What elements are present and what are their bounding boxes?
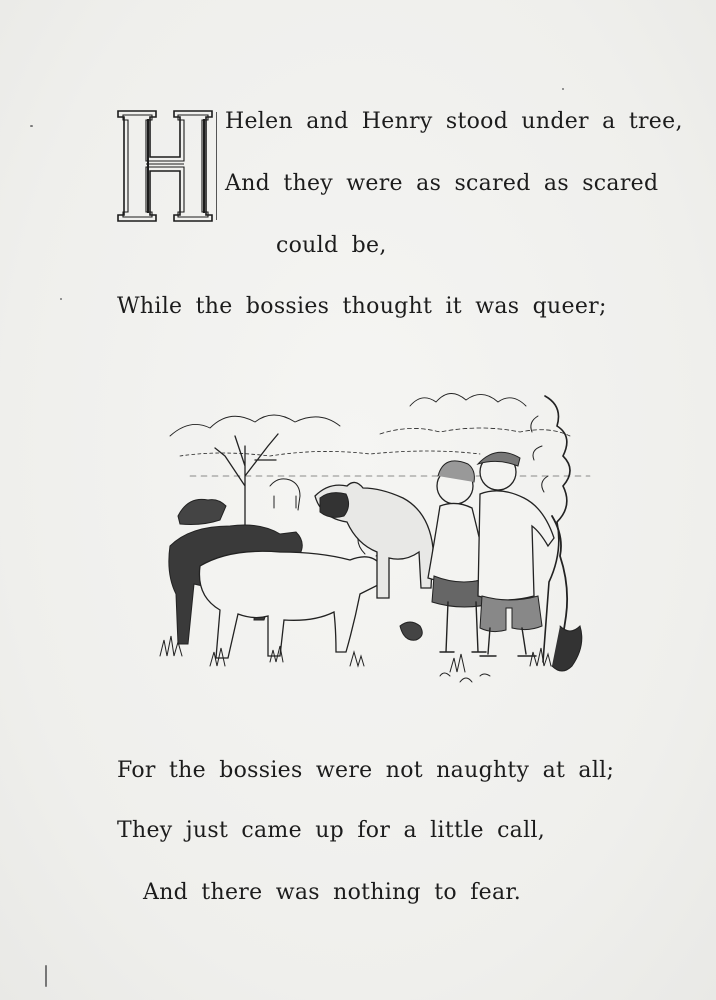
paper-speck	[30, 125, 33, 127]
drop-cap-rule	[216, 112, 217, 220]
poem-line-6: They just came up for a little call,	[117, 818, 546, 843]
poem-line-1: Helen and Henry stood under a tree,	[225, 109, 683, 134]
paper-speck	[562, 88, 564, 90]
poem-line-5: For the bossies were not naughty at all;	[117, 758, 615, 783]
poem-line-3: could be,	[276, 233, 387, 258]
drop-cap-letter-icon	[112, 105, 218, 227]
poem-line-7: And there was nothing to fear.	[143, 880, 522, 905]
poem-line-4: While the bossies thought it was queer;	[117, 294, 607, 319]
paper-speck	[45, 965, 47, 987]
poem-line-2: And they were as scared as scared	[225, 171, 659, 196]
paper-speck	[60, 298, 62, 300]
children-and-calves-illustration	[150, 376, 610, 706]
